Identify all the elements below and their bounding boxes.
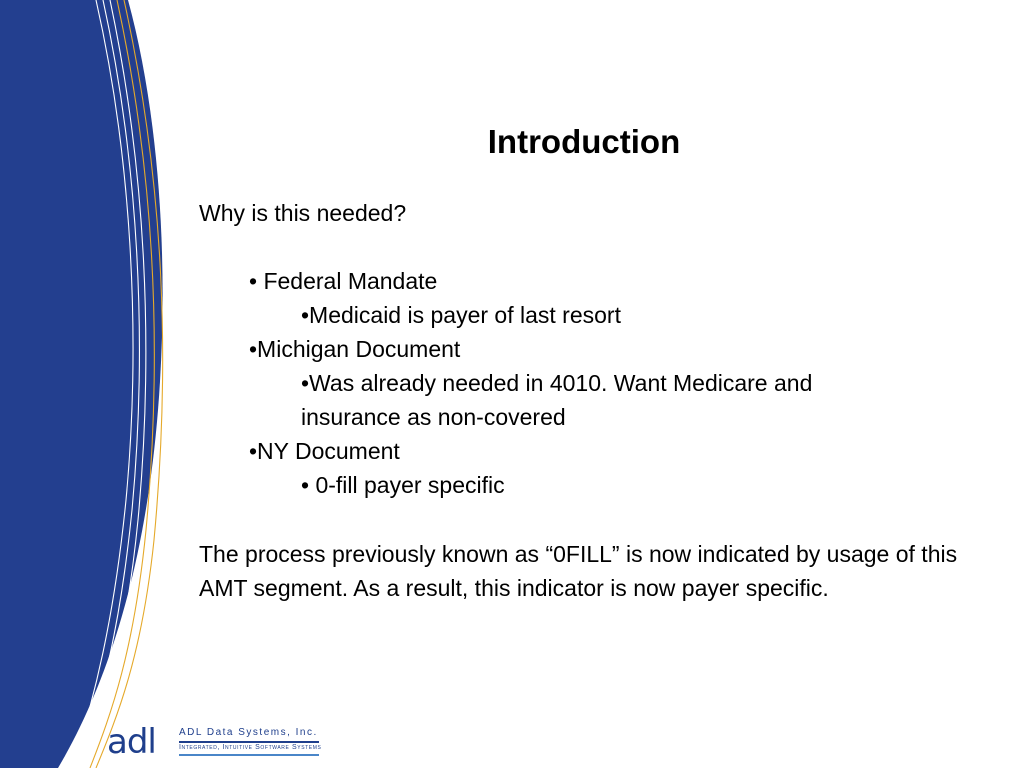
bullet-michigan-document: •Michigan Document	[249, 336, 461, 362]
logo-mark: adl	[107, 722, 156, 762]
question-text: Why is this needed?	[199, 200, 407, 226]
explanation-paragraph: The process previously known as “0FILL” is now indicated by usage of this AMT segment. As a result, this indicator is now payer specific.	[199, 541, 958, 601]
logo-divider	[179, 754, 319, 756]
logo-tagline: Integrated, Intuitive Software Systems	[179, 744, 322, 751]
sub-bullet-4010-continued: insurance as non-covered	[301, 404, 566, 430]
logo-divider	[179, 741, 319, 743]
bullet-ny-document: •NY Document	[249, 438, 400, 464]
company-logo	[107, 722, 322, 764]
sub-bullet-4010: •Was already needed in 4010. Want Medicare and	[301, 370, 813, 396]
sub-bullet-0-fill: • 0-fill payer specific	[301, 472, 505, 498]
slide-title: Introduction	[487, 123, 681, 160]
logo-company-name: ADL Data Systems, Inc.	[179, 727, 318, 738]
sub-bullet-medicaid: •Medicaid is payer of last resort	[301, 302, 621, 328]
blue-sidebar-shape	[0, 0, 163, 768]
bullet-federal-mandate: • Federal Mandate	[249, 268, 438, 294]
